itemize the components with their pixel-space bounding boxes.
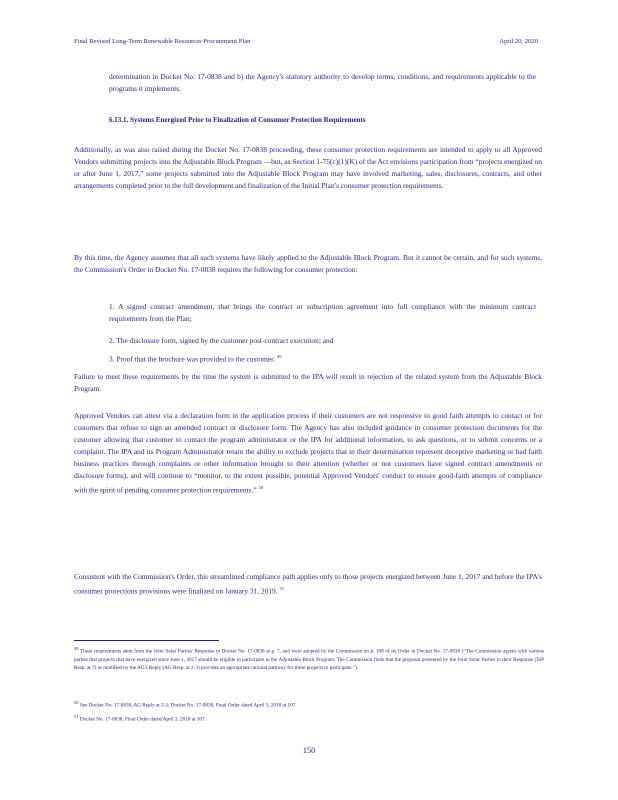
paragraph-continuation: determination in Docket No. 17-0838 and b) the Agency's statutory authority to develop terms, conditions, and requirements applicable to the programs it implements. [109,72,536,93]
footnote [74,645,544,672]
paragraph-additionally: Additionally, as was also raised during the Docket No. 17-0838 proceeding, these consumer protection requirements are intended to apply to all Approved Vendors submitting projects into the Adjustable Block Program —but, as Section 1-75(c)(1)(K) of the Act envisions participation from “projects energized on or after June 1, 2017,” some projects submitted into the Adjustable Block Program may have involved marketing, sales, disclosures, contracts, and other arrangements completed prior to the full development and finalization of the Initial Plan's consumer protection requirements. [74,145,542,190]
paragraph-failure: Failure to meet these requirements by the time the system is submitted to the IPA will result in rejection of the related system from the Adjustable Block Program. [74,372,542,393]
footnote [74,699,544,710]
paragraph-approved-vendors [74,410,542,496]
paragraph-consistent [74,571,542,597]
footnote-ref: 51 [279,586,285,591]
footnote-text: These requirements stem from the Joint Solar Parties' Response in Docket No. 17-0838 at p. 7, and were adopted by the Commission on p. 108 of its Order in Docket No. 17-0838 (“The Commission agrees with various parties that projects that have energized since June 1, 2017 should be eligible to participate in the Adjustable Block Program. The Commission finds that the proposal presented by the Joint Solar Parties in their Response (JSP Resp. at 7) as modified by the AG's Reply (AG Resp. at 2-3) provides an appropriate rational pathway for these projects to participate.”). [74,648,545,672]
paragraph-text: Consistent with the Commission's Order, this streamlined compliance path applies only to those projects energized between June 1, 2017 and before the IPA's consumer protections provisions were finalized on January 31, 2019. [74,572,542,596]
footnote-number: 51 [74,714,79,719]
list-item-text: 3. Proof that the brochure was provided to the customer. [109,354,276,364]
list-item: 2. The disclosure form, signed by the customer post-contract execution; and [109,336,334,345]
footnote-ref: 50 [258,485,264,490]
running-header [74,38,538,45]
header-title: Final Revised Long-Term Renewable Resources Procurement Plan [74,38,251,45]
header-date: April 20, 2020 [499,38,538,45]
footnote-separator [74,640,219,641]
paragraph-text: Approved Vendors can attest via a declaration form in the application process if their customers are not responsive to good faith attempts to contact or for customers that refuse to sign an amended contract or disclosure form. The Agency has also included guidance in consumer protection documents for the customer allowing that customer to contact the program administrator or the IPA for additional information, to ask questions, or to submit concerns or a complaint. The IPA and its Program Administrator retain the ability to exclude projects that in their determination represent deceptive marketing or bad faith business practices through complaints or other information brought to their attention (whether or not customers have signed contract amendments or disclosure forms), and will continue to “monitor, to the extent possible, potential Approved Vendors' conduct to ensure good-faith attempts of compliance with the spirit of pending consumer protection requirements.” [74,411,542,495]
page-number: 150 [302,746,316,755]
footnote-number: 50 [74,700,79,705]
list-item: 1. A signed contract amendment, that brings the contract or subscription agreement into full compliance with the minimum contract requirements from the Plan; [109,302,536,323]
footnote-text: See Docket No. 17-0838, AG Reply at 2-3; Docket No. 17-0838, Final Order dated April 3, 2018 at 107. [79,702,297,709]
footnote-number: 49 [74,646,79,651]
footnote-ref: 49 [276,354,282,359]
section-heading: 6.13.1. Systems Energized Prior to Finalization of Consumer Protection Requirements [109,116,366,124]
footnote-text: Docket No. 17-0838, Final Order dated April 3, 2018 at 107. [79,716,206,723]
paragraph-by-this-time: By this time, the Agency assumes that all such systems have likely applied to the Adjustable Block Program. But it cannot be certain, and for such systems, the Commission's Order in Docket No. 17-0838 requires the following for consumer protection: [74,253,542,274]
footnote [74,713,544,724]
list-item [109,351,536,365]
